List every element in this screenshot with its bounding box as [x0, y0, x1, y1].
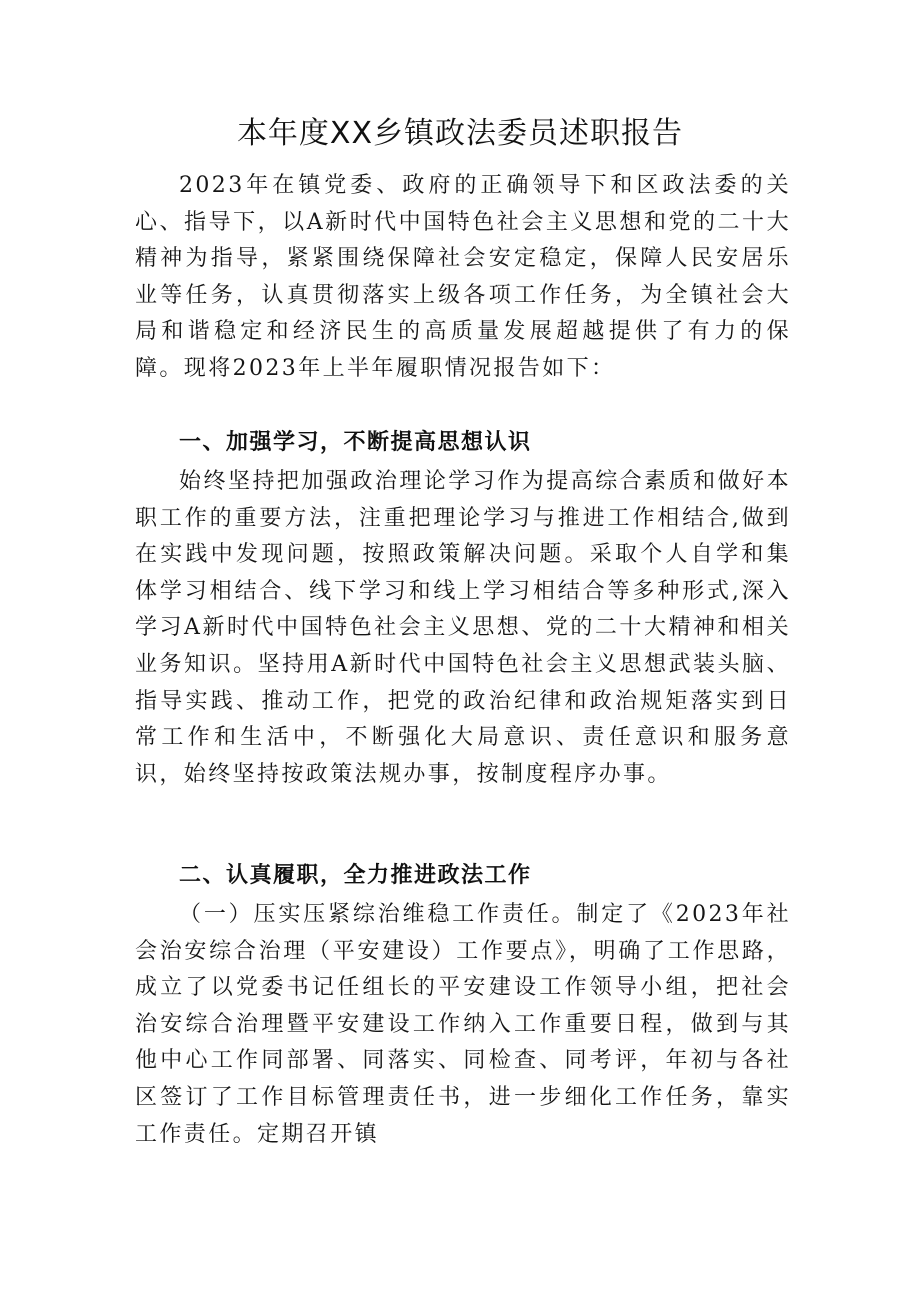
section-paragraph-1: 始终坚持把加强政治理论学习作为提高综合素质和做好本职工作的重要方法，注重把理论学习与推进工作相结合,做到在实践中发现问题，按照政策解决问题。采取个人自学和集体学习相结合、线下学习和线上学习相结合等多种形式,深入学习A新时代中国特色社会主义思想、党的二十大精神和相关业务知识。坚持用A新时代中国特色社会主义思想武装头脑、指导实践、推动工作，把党的政治纪律和政治规矩落实到日常工作和生活中，不断强化大局意识、责任意识和服务意识，始终坚持按政策法规办事，按制度程序办事。	[135, 469, 791, 787]
intro-paragraph: 2023年在镇党委、政府的正确领导下和区政法委的关心、指导下，以A新时代中国特色社会主义思想和党的二十大精神为指导，紧紧围绕保障社会安定稳定，保障人民安居乐业等任务，认真贯彻落实上级各项工作任务，为全镇社会大局和谐稳定和经济民生的高质量发展超越提供了有力的保障。现将2023年上半年履职情况报告如下：	[135, 173, 791, 381]
section-heading-2: 二、认真履职，全力推进政法工作	[179, 863, 532, 888]
section-heading-1: 一、加强学习，不断提高思想认识	[179, 430, 532, 455]
document-title: 本年度XX乡镇政法委员述职报告	[236, 116, 684, 151]
section-paragraph-2: （一）压实压紧综治维稳工作责任。制定了《2023年社会治安综合治理（平安建设）工作要点》，明确了工作思路，成立了以党委书记任组长的平安建设工作领导小组，把社会治安综合治理暨平安建设工作纳入工作重要日程，做到与其他中心工作同部署、同落实、同检查、同考评，年初与各社区签订了工作目标管理责任书，进一步细化工作任务，靠实工作责任。定期召开镇	[135, 902, 791, 1147]
